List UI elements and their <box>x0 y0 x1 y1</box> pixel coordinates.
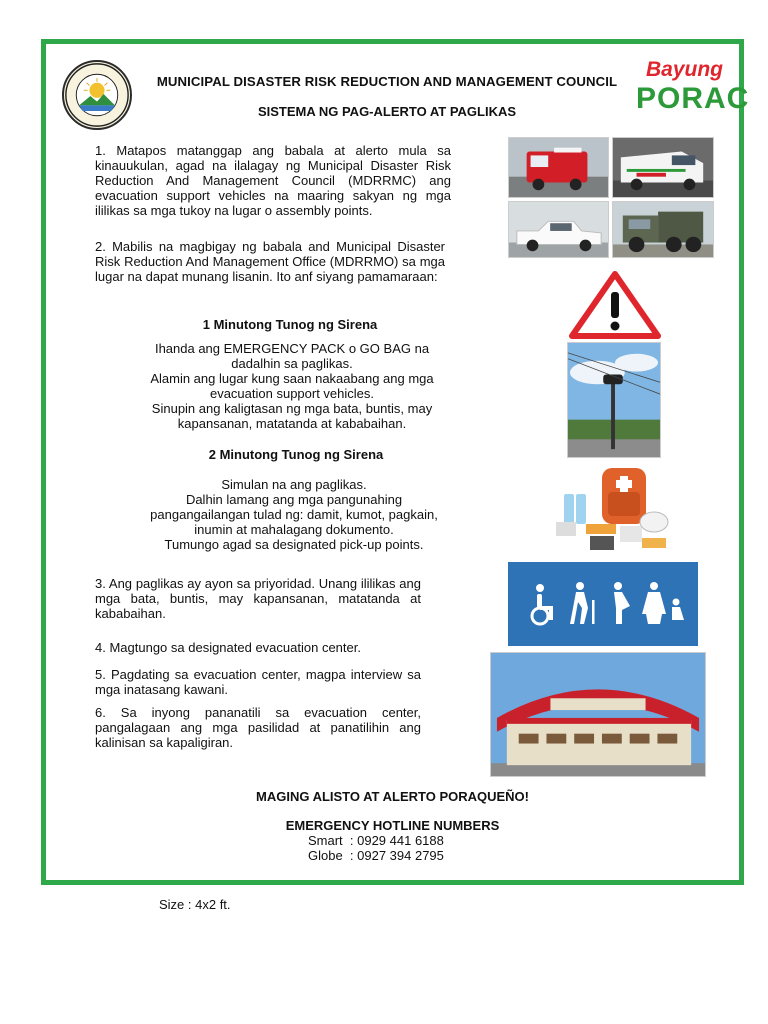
globe-hotline: Globe : 0927 394 2795 <box>308 848 444 863</box>
siren-1-line: Ihanda ang EMERGENCY PACK o GO BAG na <box>154 341 430 356</box>
ambulance-van-photo <box>612 137 714 198</box>
siren-2-line: Tumungo agad sa designated pick-up points. <box>164 537 424 552</box>
siren-1-line: evacuation support vehicles. <box>209 386 375 401</box>
siren-2-instructions <box>120 477 468 552</box>
smart-hotline: Smart : 0929 441 6188 <box>308 833 444 848</box>
pickup-truck-photo <box>508 201 609 258</box>
slogan: MAGING ALISTO AT ALERTO PORAQUEÑO! <box>256 789 529 804</box>
emergency-go-bag-photo <box>550 464 674 558</box>
fire-truck-photo <box>508 137 609 198</box>
size-note: Size : 4x2 ft. <box>159 897 231 912</box>
siren-1-line: kapansanan, matatanda at kababaihan. <box>177 416 407 431</box>
siren-1-instructions <box>118 341 466 431</box>
siren-2-line: Simulan na ang paglikas. <box>221 477 367 492</box>
siren-1-title: 1 Minutong Tunog ng Sirena <box>202 317 378 332</box>
step-6: 6. Sa inyong pananatili sa evacuation center, pangalagaan ang mga pasilidad at panatilihin ang kalinisan sa kapaligiran. <box>95 705 421 750</box>
wheelchair-icon <box>532 584 553 624</box>
siren-2-title: 2 Minutong Tunog ng Sirena <box>208 447 384 462</box>
logo-bottom-text: PORAC <box>636 82 750 115</box>
logo-top-text: Bayung <box>646 58 724 81</box>
priority-groups-sign <box>508 562 698 646</box>
step-4: 4. Magtungo sa designated evacuation center. <box>95 640 361 655</box>
siren-1-line: Alamin ang lugar kung saan nakaabang ang mga <box>150 371 434 386</box>
step-5: 5. Pagdating sa evacuation center, magpa interview sa mga inatasang kawani. <box>95 667 421 697</box>
siren-1-line: dadalhin sa paglikas. <box>231 356 353 371</box>
mother-child-icon <box>642 582 684 624</box>
pregnant-icon <box>614 582 630 624</box>
military-truck-photo <box>612 201 714 258</box>
hotline-title: EMERGENCY HOTLINE NUMBERS <box>285 818 500 833</box>
step-2: 2. Mabilis na magbigay ng babala and Municipal Disaster Risk Reduction And Management Office (MDRRMO) sa mga lugar na dapat munang lisanin. Ito anf siyang pamamaraan: <box>95 239 445 284</box>
siren-1-line: Sinupin ang kaligtasan ng mga bata, buntis, may <box>151 401 433 416</box>
siren-2-line: pangangailangan tulad ng: damit, kumot, pagkain, <box>150 507 438 522</box>
bayung-porac-logo <box>632 58 750 120</box>
evacuation-center-photo <box>490 652 706 777</box>
system-subtitle: SISTEMA NG PAG-ALERTO AT PAGLIKAS <box>257 104 517 119</box>
elderly-icon <box>570 582 595 624</box>
siren-2-line: Dalhin lamang ang mga pangunahing <box>185 492 403 507</box>
poster <box>41 39 750 885</box>
municipality-seal <box>62 60 132 130</box>
step-3: 3. Ang paglikas ay ayon sa priyoridad. Unang ililikas ang mga bata, buntis, may kapansanan, matatanda at kababaihan. <box>95 576 421 621</box>
warning-triangle-icon <box>568 270 662 340</box>
step-1: 1. Matapos matanggap ang babala at alerto mula sa kinauukulan, agad na ilalagay ng Municipal Disaster Risk Reduction And Management Council (MDRRMC) ang evacuation support vehicles na maaring sakyan ng mga ililikas sa mga tukoy na lugar o assembly points. <box>95 143 451 218</box>
siren-tower-photo <box>567 342 661 458</box>
council-title: MUNICIPAL DISASTER RISK REDUCTION AND MANAGEMENT COUNCIL <box>156 74 618 89</box>
siren-2-line: inumin at mahalagang dokumento. <box>194 522 394 537</box>
